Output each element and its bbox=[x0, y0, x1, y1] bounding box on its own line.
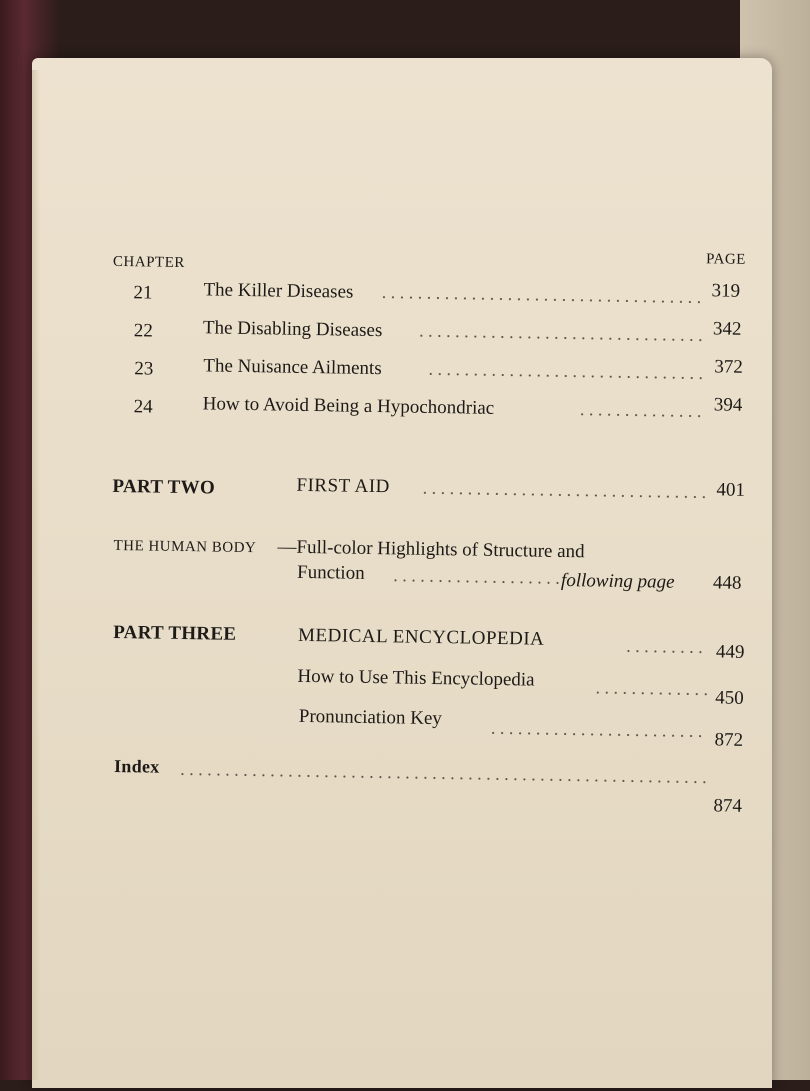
page-note: following page bbox=[560, 569, 675, 593]
part-label: PART THREE bbox=[112, 621, 237, 645]
part-title: FIRST AID bbox=[296, 474, 391, 498]
leader-dots bbox=[426, 373, 706, 379]
page-number: 450 bbox=[715, 687, 744, 709]
chapter-number: 21 bbox=[133, 282, 153, 304]
leader-dots bbox=[178, 773, 706, 783]
section-label: THE HUMAN BODY bbox=[113, 537, 257, 557]
chapter-number: 23 bbox=[134, 358, 154, 380]
page-number: 401 bbox=[716, 479, 746, 501]
leader-dots bbox=[391, 579, 561, 584]
part-label: PART TWO bbox=[112, 475, 216, 499]
chapter-title: The Nuisance Ailments bbox=[203, 355, 382, 380]
page-number: 874 bbox=[713, 795, 743, 817]
chapter-title: How to Avoid Being a Hypochondriac bbox=[202, 393, 495, 419]
page-number: 342 bbox=[712, 318, 742, 340]
leader-dots bbox=[417, 335, 707, 342]
chapter-header: CHAPTER bbox=[112, 253, 185, 272]
entry-title: Pronunciation Key bbox=[298, 705, 443, 730]
page-number: 319 bbox=[711, 280, 741, 302]
section-title-line2: Function bbox=[296, 561, 365, 584]
leader-dots bbox=[420, 492, 710, 499]
chapter-title: The Disabling Diseases bbox=[202, 317, 383, 342]
leader-dots bbox=[489, 732, 707, 737]
entry-title: How to Use This Encyclopedia bbox=[297, 665, 535, 691]
part-title: MEDICAL ENCYCLOPEDIA bbox=[297, 624, 545, 650]
leader-dots bbox=[624, 650, 708, 653]
chapter-number: 24 bbox=[133, 396, 153, 418]
leader-dots bbox=[379, 296, 705, 303]
page-number: 872 bbox=[714, 729, 744, 751]
section-title-line1: —Full-color Highlights of Structure and bbox=[277, 536, 585, 563]
page-number: 448 bbox=[712, 572, 742, 594]
page-number: 372 bbox=[714, 356, 744, 378]
page-number: 394 bbox=[713, 394, 743, 416]
page-number: 449 bbox=[715, 641, 745, 663]
page-header: PAGE bbox=[705, 251, 747, 268]
chapter-title: The Killer Diseases bbox=[203, 279, 354, 303]
leader-dots bbox=[593, 691, 707, 695]
index-label: Index bbox=[113, 755, 160, 777]
leader-dots bbox=[578, 413, 706, 417]
chapter-number: 22 bbox=[133, 320, 154, 342]
